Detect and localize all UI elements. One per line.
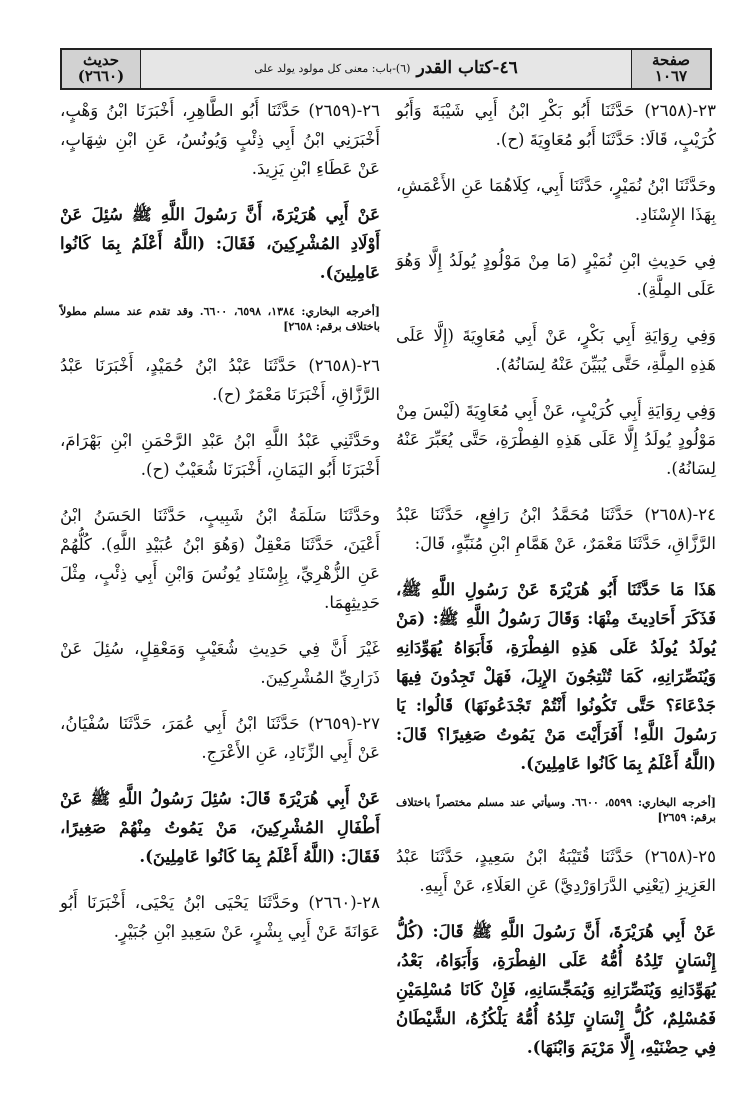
book-title: ٤٦-كتاب القدر bbox=[416, 58, 518, 79]
isnad-continuation: وحَدَّثَنِي عَبْدُ اللَّهِ ابْنُ عَبْدِ الرَّحْمَنِ ابْنِ بَهْرَامَ، أَخْبَرَنَا أَبُو اليَمَانِ، أَخْبَرَنَا شُعَيْبٌ (ح). bbox=[60, 431, 380, 479]
right-column bbox=[396, 96, 716, 1079]
hadith-24-matn: هَذَا مَا حَدَّثَنَا أَبُو هُرَيْرَةَ عَنْ رَسُولِ اللَّهِ ﷺ، فَذَكَرَ أَحَادِيثَ مِنْهَا: وَقَالَ رَسُولُ اللَّهِ ﷺ: (مَنْ يُولَدُ يُولَدُ عَلَى هَذِهِ الفِطْرَةِ، فَأَبَوَاهُ يُهَوِّدَانِهِ وَيُنَصِّرَانِهِ، كَمَا تُنْتِجُونَ الإِبِلَ، فَهَلْ تَجِدُونَ فِيهَا جَدْعَاءَ؟ حَتَّى تَكُونُوا أَنْتُمْ تَجْدَعُونَهَا) قَالُوا: يَا رَسُولَ اللَّهِ! أَفَرَأَيْتَ مَنْ يَمُوتُ صَغِيرًا؟ قَالَ: (اللَّهُ أَعْلَمُ بِمَا كَانُوا عَامِلِينَ). bbox=[396, 580, 716, 773]
hadith-26a-matn: عَنْ أَبِي هُرَيْرَةَ، أَنَّ رَسُولَ اللَّهِ ﷺ سُئِلَ عَنْ أَوْلَادِ المُشْرِكِينَ، فَقَالَ: (اللَّهُ أَعْلَمُ بِمَا كَانُوا عَامِلِينَ). bbox=[60, 205, 380, 282]
page-number-box bbox=[632, 50, 710, 88]
hadith-27-isnad: ٢٧-(٢٦٥٩) حَدَّثَنَا ابْنُ أَبِي عُمَرَ، حَدَّثَنَا سُفْيَانُ، عَنْ أَبِي الزِّنَادِ، عَنِ الأَعْرَجِ. bbox=[60, 714, 380, 762]
page-number: ١٠٦٧ bbox=[654, 67, 688, 85]
hadith-23-isnad: ٢٣-(٢٦٥٨) حَدَّثَنَا أَبُو بَكْرِ ابْنُ أَبِي شَيْبَةَ وَأَبُو كُرَيْبٍ، قَالَا: حَدَّثَنَا أَبُو مُعَاوِيَةَ (ح). bbox=[396, 101, 716, 149]
isnad-continuation: وحَدَّثَنَا سَلَمَةُ ابْنُ شَبِيبٍ، حَدَّثَنَا الحَسَنُ ابْنُ أَعْيَنَ، حَدَّثَنَا مَعْقِلٌ (وَهُوَ ابْنُ عُبَيْدِ اللَّهِ). كُلُّهُمْ عَنِ الزُّهْرِيِّ، بِإِسْنَادِ يُونُسَ وَابْنِ أَبِي ذِئْبٍ، مِثْلَ حَدِيثِهِمَا. bbox=[60, 506, 380, 612]
takhrij-note: [أخرجه البخاري: ٥٥٩٩، ٦٦٠٠. وسيأتي عند مسلم مختصراً باختلاف برقم: ٢٦٥٩] bbox=[396, 796, 716, 824]
left-column bbox=[60, 96, 380, 963]
hadith-24-isnad: ٢٤-(٢٦٥٨) حَدَّثَنَا مُحَمَّدُ ابْنُ رَافِعٍ، حَدَّثَنَا عَبْدُ الرَّزَّاقِ، حَدَّثَنَا مَعْمَرٌ، عَنْ هَمَّامِ ابْنِ مُنَبِّهٍ، قَالَ: bbox=[396, 505, 716, 553]
hadith-26b-isnad: ٢٦-(٢٦٥٨) حَدَّثَنَا عَبْدُ ابْنُ حُمَيْدٍ، أَخْبَرَنَا عَبْدُ الرَّزَّاقِ، أَخْبَرَنَا مَعْمَرٌ (ح). bbox=[60, 356, 380, 404]
page-header bbox=[60, 48, 712, 90]
page-label: صفحة bbox=[651, 51, 691, 70]
chapter-header bbox=[140, 50, 632, 88]
isnad-continuation: وحَدَّثَنَا ابْنُ نُمَيْرٍ، حَدَّثَنَا أَبِي، كِلَاهُمَا عَنِ الأَعْمَشِ، بِهَذَا الإِسْنَادِ. bbox=[396, 176, 716, 224]
hadith-label: حديث bbox=[82, 51, 120, 70]
hadith-number-box bbox=[62, 50, 140, 88]
chapter-title: (٦)-باب: معنى كل مولود يولد على bbox=[254, 62, 411, 76]
variant-ibn-numayr: فِي حَدِيثِ ابْنِ نُمَيْرٍ (مَا مِنْ مَوْلُودٍ يُولَدُ إِلَّا وَهُوَ عَلَى المِلَّةِ). bbox=[396, 251, 716, 299]
hadith-28-isnad: ٢٨-(٢٦٦٠) وحَدَّثَنَا يَحْيَى ابْنُ يَحْيَى، أَخْبَرَنَا أَبُو عَوَانَةَ عَنْ أَبِي بِشْرٍ، عَنْ سَعِيدِ ابْنِ جُبَيْرٍ. bbox=[60, 893, 380, 941]
takhrij-note: [أخرجه البخاري: ١٣٨٤، ٦٥٩٨، ٦٦٠٠. وقد تقدم عند مسلم مطولاً باختلاف برقم: ٢٦٥٨] bbox=[60, 305, 380, 333]
variant-note: غَيْرَ أَنَّ فِي حَدِيثِ شُعَيْبٍ وَمَعْقِلٍ، سُئِلَ عَنْ ذَرَارِيِّ المُشْرِكِينَ. bbox=[60, 639, 380, 687]
hadith-25-isnad: ٢٥-(٢٦٥٨) حَدَّثَنَا قُتَيْبَةُ ابْنُ سَعِيدٍ، حَدَّثَنَا عَبْدُ العَزِيزِ (يَعْنِي الدَّرَاوَرْدِيَّ) عَنِ العَلَاءِ، عَنْ أَبِيهِ. bbox=[396, 847, 716, 895]
hadith-27-matn: عَنْ أَبِي هُرَيْرَةَ قَالَ: سُئِلَ رَسُولُ اللَّهِ ﷺ عَنْ أَطْفَالِ المُشْرِكِينَ، مَنْ يَمُوتُ مِنْهُمْ صَغِيرًا، فَقَالَ: (اللَّهُ أَعْلَمُ بِمَا كَانُوا عَامِلِينَ). bbox=[60, 789, 380, 866]
variant-abi-bakr: وَفِي رِوَايَةِ أَبِي بَكْرٍ، عَنْ أَبِي مُعَاوِيَةَ (إِلَّا عَلَى هَذِهِ المِلَّةِ، حَتَّى يُبَيِّنَ عَنْهُ لِسَانُهُ). bbox=[396, 326, 716, 374]
hadith-25-matn: عَنْ أَبِي هُرَيْرَةَ، أَنَّ رَسُولَ اللَّهِ ﷺ قَالَ: (كُلُّ إِنْسَانٍ تَلِدُهُ أُمُّهُ عَلَى الفِطْرَةِ، وَأَبَوَاهُ، بَعْدُ، يُهَوِّدَانِهِ وَيُنَصِّرَانِهِ وَيُمَجِّسَانِهِ، فَإِنْ كَانَا مُسْلِمَيْنِ فَمُسْلِمٌ، كُلُّ إِنْسَانٍ تَلِدُهُ أُمُّهُ يَلْكُزُهُ، الشَّيْطَانُ فِي حِضْنَيْهِ، إِلَّا مَرْيَمَ وَابْنَهَا). bbox=[396, 922, 716, 1057]
variant-abi-kurayb: وَفِي رِوَايَةِ أَبِي كُرَيْبٍ، عَنْ أَبِي مُعَاوِيَةَ (لَيْسَ مِنْ مَوْلُودٍ يُولَدُ إِلَّا عَلَى هَذِهِ الفِطْرَةِ، حَتَّى يُعَبِّرَ عَنْهُ لِسَانُهُ). bbox=[396, 401, 716, 478]
hadith-range: (٢٦٦٠) bbox=[77, 67, 125, 85]
hadith-26a-isnad: ٢٦-(٢٦٥٩) حَدَّثَنَا أَبُو الطَّاهِرِ، أَخْبَرَنَا ابْنُ وَهْبٍ، أَخْبَرَنِي ابْنُ أَبِي ذِئْبٍ وَيُونُسُ، عَنِ ابْنِ شِهَابٍ، عَنْ عَطَاءِ ابْنِ يَزِيدَ. bbox=[60, 101, 380, 178]
